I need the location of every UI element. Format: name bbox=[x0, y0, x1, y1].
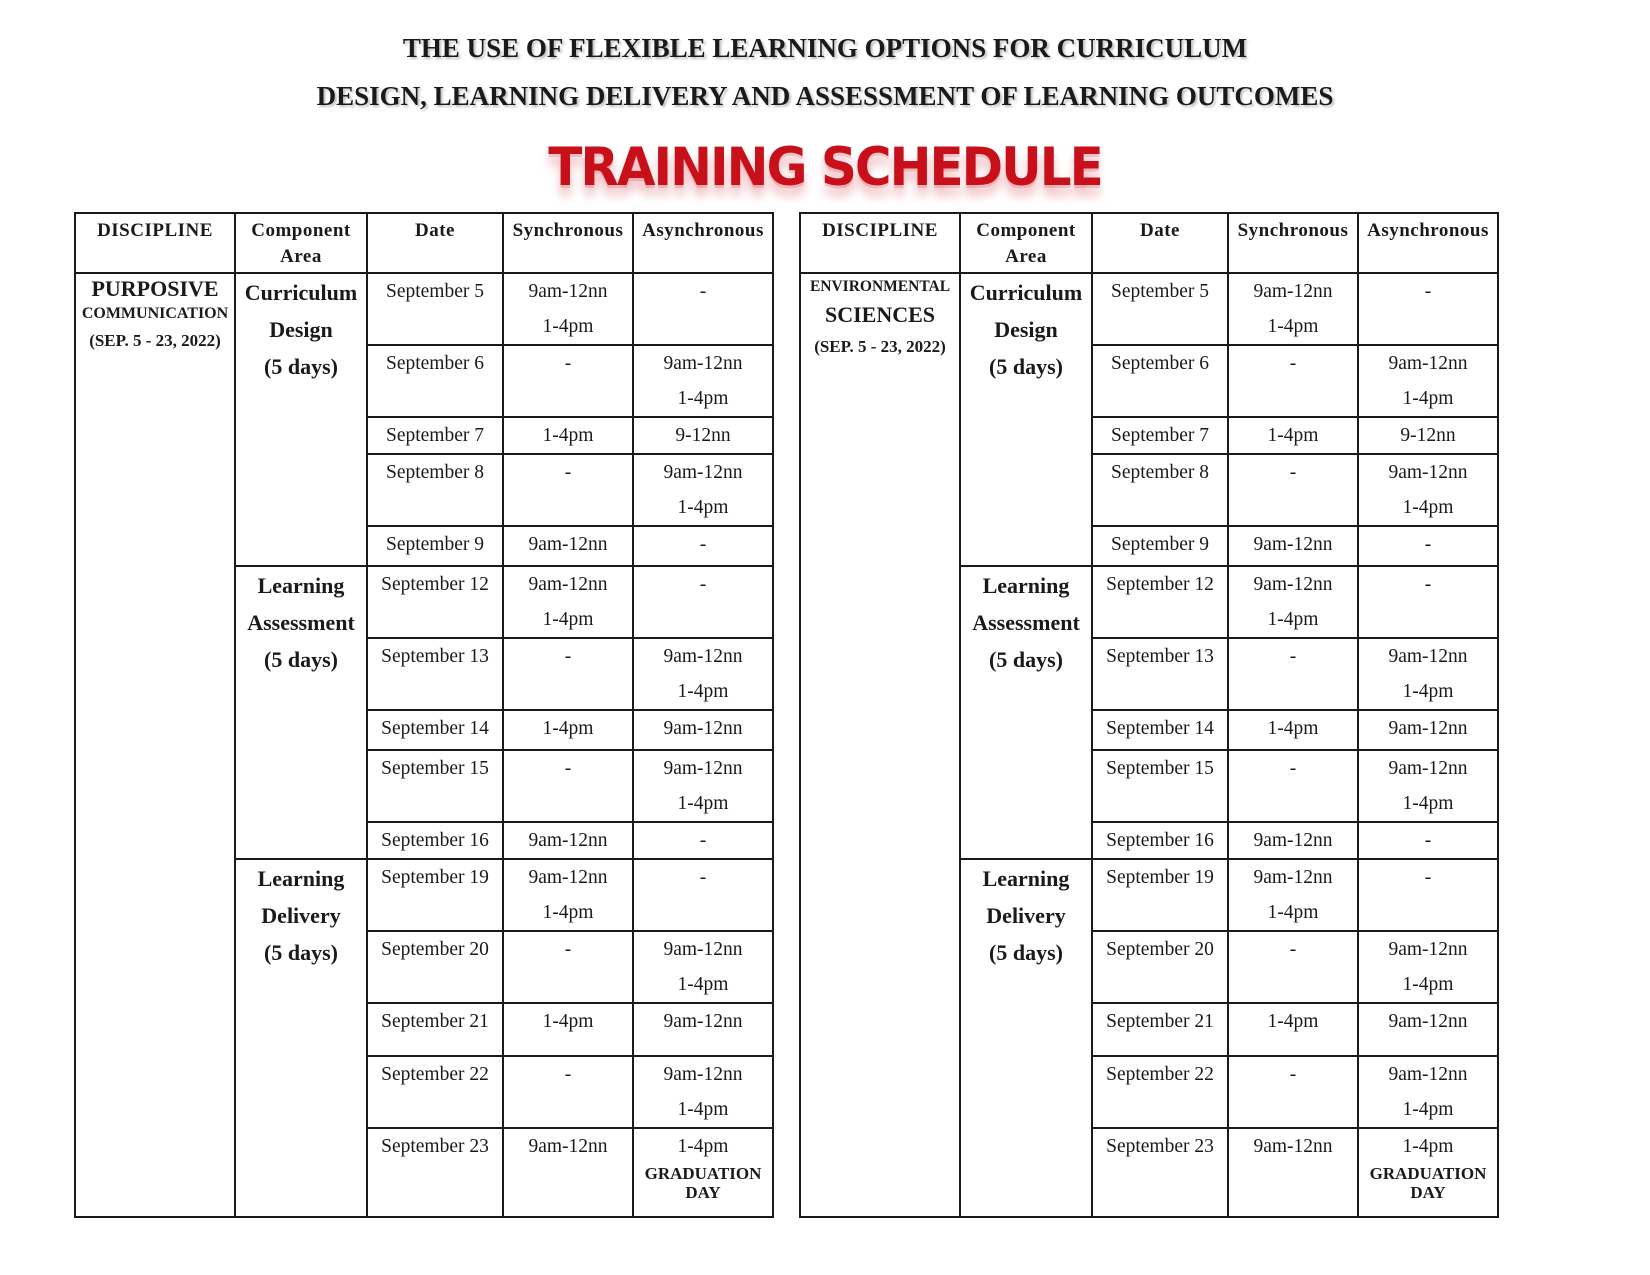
schedule-table-2 bbox=[799, 212, 1499, 1218]
asynchronous-cell bbox=[1358, 273, 1498, 345]
time-slot: 9am-12nn bbox=[1253, 534, 1333, 555]
date-cell: September 6 bbox=[1092, 345, 1228, 417]
synchronous-cell bbox=[503, 273, 633, 345]
synchronous-cell bbox=[503, 417, 633, 454]
synchronous-cell bbox=[1228, 710, 1358, 750]
date-cell: September 7 bbox=[367, 417, 503, 454]
time-slot: - bbox=[1424, 830, 1432, 851]
discipline-name-line-1: ENVIRONMENTAL bbox=[809, 278, 951, 295]
component-name-line-1: Curriculum bbox=[244, 280, 358, 305]
time-slot: 1-4pm bbox=[1402, 974, 1454, 995]
time-slot: 9am-12nn bbox=[528, 1136, 608, 1157]
component-area-cell bbox=[235, 566, 367, 859]
time-slot: - bbox=[1289, 939, 1297, 960]
header-date: Date bbox=[1092, 213, 1228, 273]
time-slot: 9am-12nn bbox=[1388, 646, 1468, 667]
time-slot: 9am-12nn bbox=[663, 646, 743, 667]
component-days: (5 days) bbox=[264, 354, 338, 379]
time-slot: 1-4pm bbox=[542, 609, 594, 630]
asynchronous-cell bbox=[633, 417, 773, 454]
time-slot: - bbox=[1424, 281, 1432, 302]
asynchronous-cell bbox=[1358, 417, 1498, 454]
asynchronous-cell bbox=[1358, 710, 1498, 750]
graduation-day-note-line-1: GRADUATION bbox=[1369, 1164, 1487, 1183]
time-slot: 9am-12nn bbox=[1253, 830, 1333, 851]
time-slot: 1-4pm bbox=[677, 793, 729, 814]
asynchronous-cell bbox=[633, 822, 773, 859]
synchronous-cell bbox=[503, 750, 633, 822]
date-cell: September 16 bbox=[1092, 822, 1228, 859]
asynchronous-cell bbox=[633, 1003, 773, 1056]
header-date: Date bbox=[367, 213, 503, 273]
time-slot: - bbox=[564, 646, 572, 667]
date-cell: September 21 bbox=[367, 1003, 503, 1056]
date-cell: September 8 bbox=[367, 454, 503, 526]
header-component-line-2: Area bbox=[280, 246, 322, 267]
date-cell: September 19 bbox=[367, 859, 503, 931]
component-area-cell bbox=[960, 273, 1092, 566]
header-component-area bbox=[960, 213, 1092, 273]
component-name-line-2: Assessment bbox=[972, 610, 1080, 635]
component-days: (5 days) bbox=[264, 940, 338, 965]
asynchronous-cell bbox=[633, 859, 773, 931]
synchronous-cell bbox=[503, 859, 633, 931]
date-cell: September 22 bbox=[1092, 1056, 1228, 1128]
synchronous-cell bbox=[503, 1056, 633, 1128]
component-area-cell bbox=[960, 859, 1092, 1217]
asynchronous-cell bbox=[633, 1056, 773, 1128]
component-name-line-1: Learning bbox=[982, 573, 1070, 598]
time-slot: 9am-12nn bbox=[528, 867, 608, 888]
component-name-line-2: Delivery bbox=[261, 903, 341, 928]
header-asynchronous: Asynchronous bbox=[633, 213, 773, 273]
time-slot: - bbox=[564, 939, 572, 960]
date-cell: September 16 bbox=[367, 822, 503, 859]
header-discipline: DISCIPLINE bbox=[75, 213, 235, 273]
synchronous-cell bbox=[503, 822, 633, 859]
date-cell: September 5 bbox=[367, 273, 503, 345]
time-slot: 9am-12nn bbox=[1253, 574, 1333, 595]
time-slot: 9am-12nn bbox=[528, 534, 608, 555]
banner-text: TRAINING SCHEDULE bbox=[548, 136, 1102, 198]
discipline-name-line-1: PURPOSIVE bbox=[91, 276, 219, 301]
asynchronous-cell bbox=[1358, 1003, 1498, 1056]
synchronous-cell bbox=[503, 1003, 633, 1056]
synchronous-cell bbox=[1228, 273, 1358, 345]
time-slot: - bbox=[699, 867, 707, 888]
time-slot: 9am-12nn bbox=[1388, 1064, 1468, 1085]
time-slot: 1-4pm bbox=[677, 1136, 729, 1157]
time-slot: - bbox=[1424, 534, 1432, 555]
date-cell: September 13 bbox=[367, 638, 503, 710]
synchronous-cell bbox=[1228, 931, 1358, 1003]
time-slot: - bbox=[564, 462, 572, 483]
synchronous-cell bbox=[503, 931, 633, 1003]
component-area-cell bbox=[235, 273, 367, 566]
asynchronous-cell bbox=[633, 710, 773, 750]
component-name-line-1: Curriculum bbox=[969, 280, 1083, 305]
date-cell: September 12 bbox=[1092, 566, 1228, 638]
time-slot: 9am-12nn bbox=[1388, 758, 1468, 779]
document-title-line-2: DESIGN, LEARNING DELIVERY AND ASSESSMENT OF LEARNING OUTCOMES bbox=[316, 81, 1334, 111]
time-slot: 1-4pm bbox=[1402, 681, 1454, 702]
date-cell: September 14 bbox=[367, 710, 503, 750]
synchronous-cell bbox=[1228, 1003, 1358, 1056]
time-slot: 9am-12nn bbox=[1388, 462, 1468, 483]
date-cell: September 22 bbox=[367, 1056, 503, 1128]
time-slot: 1-4pm bbox=[1267, 609, 1319, 630]
header-discipline: DISCIPLINE bbox=[800, 213, 960, 273]
time-slot: 9am-12nn bbox=[528, 281, 608, 302]
time-slot: - bbox=[1424, 867, 1432, 888]
asynchronous-cell bbox=[1358, 931, 1498, 1003]
date-cell: September 15 bbox=[367, 750, 503, 822]
header-synchronous: Synchronous bbox=[1228, 213, 1358, 273]
time-slot: 9am-12nn bbox=[663, 939, 743, 960]
header-asynchronous: Asynchronous bbox=[1358, 213, 1498, 273]
discipline-dates: (SEP. 5 - 23, 2022) bbox=[89, 331, 221, 350]
time-slot: 9am-12nn bbox=[1388, 718, 1468, 739]
synchronous-cell bbox=[503, 345, 633, 417]
component-name-line-2: Delivery bbox=[986, 903, 1066, 928]
time-slot: 9am-12nn bbox=[1388, 1011, 1468, 1032]
graduation-day-note-line-1: GRADUATION bbox=[644, 1164, 762, 1183]
time-slot: 1-4pm bbox=[1267, 1011, 1319, 1032]
time-slot: - bbox=[1289, 646, 1297, 667]
graduation-day-note-line-2: DAY bbox=[1410, 1183, 1446, 1202]
time-slot: 1-4pm bbox=[542, 718, 594, 739]
date-cell: September 6 bbox=[367, 345, 503, 417]
time-slot: 1-4pm bbox=[1402, 388, 1454, 409]
document-title-line-1: THE USE OF FLEXIBLE LEARNING OPTIONS FOR CURRICULUM bbox=[402, 33, 1248, 63]
asynchronous-cell bbox=[633, 750, 773, 822]
date-cell: September 19 bbox=[1092, 859, 1228, 931]
asynchronous-cell bbox=[1358, 454, 1498, 526]
date-cell: September 21 bbox=[1092, 1003, 1228, 1056]
time-slot: 9am-12nn bbox=[1253, 1136, 1333, 1157]
discipline-name-line-2: COMMUNICATION bbox=[81, 305, 229, 322]
time-slot: - bbox=[699, 281, 707, 302]
synchronous-cell bbox=[1228, 1128, 1358, 1217]
synchronous-cell bbox=[1228, 417, 1358, 454]
component-area-cell bbox=[235, 859, 367, 1217]
date-cell: September 14 bbox=[1092, 710, 1228, 750]
synchronous-cell bbox=[1228, 1056, 1358, 1128]
date-cell: September 9 bbox=[367, 526, 503, 566]
asynchronous-cell bbox=[633, 526, 773, 566]
table-row bbox=[75, 273, 773, 345]
asynchronous-cell bbox=[633, 1128, 773, 1217]
synchronous-cell bbox=[503, 566, 633, 638]
asynchronous-cell bbox=[1358, 859, 1498, 931]
asynchronous-cell bbox=[1358, 822, 1498, 859]
time-slot: 1-4pm bbox=[1267, 718, 1319, 739]
time-slot: 9am-12nn bbox=[1253, 867, 1333, 888]
time-slot: - bbox=[699, 830, 707, 851]
time-slot: 1-4pm bbox=[1267, 316, 1319, 337]
time-slot: 1-4pm bbox=[542, 316, 594, 337]
asynchronous-cell bbox=[633, 273, 773, 345]
asynchronous-cell bbox=[1358, 1128, 1498, 1217]
asynchronous-cell bbox=[1358, 526, 1498, 566]
date-cell: September 5 bbox=[1092, 273, 1228, 345]
time-slot: - bbox=[1424, 574, 1432, 595]
time-slot: 9am-12nn bbox=[663, 353, 743, 374]
synchronous-cell bbox=[1228, 566, 1358, 638]
date-cell: September 7 bbox=[1092, 417, 1228, 454]
discipline-cell bbox=[75, 273, 235, 1217]
graduation-day-note-line-2: DAY bbox=[685, 1183, 721, 1202]
component-name-line-1: Learning bbox=[257, 866, 345, 891]
time-slot: 9-12nn bbox=[675, 425, 731, 446]
header-synchronous: Synchronous bbox=[503, 213, 633, 273]
header-row bbox=[800, 213, 1498, 273]
synchronous-cell bbox=[1228, 822, 1358, 859]
header-component-line-1: Component bbox=[976, 220, 1076, 241]
synchronous-cell bbox=[1228, 859, 1358, 931]
time-slot: 1-4pm bbox=[677, 681, 729, 702]
component-days: (5 days) bbox=[989, 354, 1063, 379]
time-slot: - bbox=[1289, 462, 1297, 483]
asynchronous-cell bbox=[1358, 566, 1498, 638]
component-name-line-1: Learning bbox=[257, 573, 345, 598]
time-slot: 1-4pm bbox=[542, 902, 594, 923]
synchronous-cell bbox=[503, 526, 633, 566]
time-slot: - bbox=[1289, 758, 1297, 779]
component-days: (5 days) bbox=[264, 647, 338, 672]
time-slot: 9am-12nn bbox=[1253, 281, 1333, 302]
asynchronous-cell bbox=[633, 345, 773, 417]
synchronous-cell bbox=[503, 1128, 633, 1217]
date-cell: September 23 bbox=[367, 1128, 503, 1217]
component-name-line-2: Design bbox=[269, 317, 333, 342]
synchronous-cell bbox=[503, 638, 633, 710]
asynchronous-cell bbox=[633, 454, 773, 526]
header-component-area bbox=[235, 213, 367, 273]
component-area-cell bbox=[960, 566, 1092, 859]
component-name-line-2: Design bbox=[994, 317, 1058, 342]
time-slot: - bbox=[699, 534, 707, 555]
component-days: (5 days) bbox=[989, 940, 1063, 965]
component-name-line-2: Assessment bbox=[247, 610, 355, 635]
discipline-cell bbox=[800, 273, 960, 1217]
time-slot: 1-4pm bbox=[542, 1011, 594, 1032]
asynchronous-cell bbox=[1358, 638, 1498, 710]
asynchronous-cell bbox=[1358, 1056, 1498, 1128]
date-cell: September 13 bbox=[1092, 638, 1228, 710]
time-slot: - bbox=[1289, 1064, 1297, 1085]
synchronous-cell bbox=[1228, 454, 1358, 526]
schedule-table-1 bbox=[74, 212, 774, 1218]
date-cell: September 20 bbox=[367, 931, 503, 1003]
time-slot: 1-4pm bbox=[677, 388, 729, 409]
time-slot: 1-4pm bbox=[677, 497, 729, 518]
table-row bbox=[800, 273, 1498, 345]
time-slot: 1-4pm bbox=[1402, 1136, 1454, 1157]
component-name-line-1: Learning bbox=[982, 866, 1070, 891]
training-schedule-banner bbox=[0, 137, 1650, 198]
date-cell: September 20 bbox=[1092, 931, 1228, 1003]
time-slot: - bbox=[564, 758, 572, 779]
synchronous-cell bbox=[1228, 345, 1358, 417]
header-component-line-2: Area bbox=[1005, 246, 1047, 267]
time-slot: 9am-12nn bbox=[663, 1064, 743, 1085]
date-cell: September 23 bbox=[1092, 1128, 1228, 1217]
synchronous-cell bbox=[1228, 638, 1358, 710]
time-slot: 1-4pm bbox=[542, 425, 594, 446]
time-slot: 1-4pm bbox=[677, 1099, 729, 1120]
time-slot: 9am-12nn bbox=[663, 462, 743, 483]
time-slot: 1-4pm bbox=[1402, 1099, 1454, 1120]
time-slot: 1-4pm bbox=[1402, 497, 1454, 518]
time-slot: 9am-12nn bbox=[528, 574, 608, 595]
time-slot: 1-4pm bbox=[677, 974, 729, 995]
time-slot: - bbox=[1289, 353, 1297, 374]
time-slot: 9-12nn bbox=[1400, 425, 1456, 446]
header-row bbox=[75, 213, 773, 273]
time-slot: 9am-12nn bbox=[663, 758, 743, 779]
time-slot: 1-4pm bbox=[1267, 425, 1319, 446]
asynchronous-cell bbox=[1358, 750, 1498, 822]
synchronous-cell bbox=[1228, 750, 1358, 822]
header-component-line-1: Component bbox=[251, 220, 351, 241]
discipline-dates: (SEP. 5 - 23, 2022) bbox=[814, 337, 946, 356]
date-cell: September 12 bbox=[367, 566, 503, 638]
time-slot: 9am-12nn bbox=[663, 1011, 743, 1032]
date-cell: September 8 bbox=[1092, 454, 1228, 526]
time-slot: 1-4pm bbox=[1267, 902, 1319, 923]
asynchronous-cell bbox=[633, 566, 773, 638]
time-slot: 9am-12nn bbox=[1388, 353, 1468, 374]
synchronous-cell bbox=[503, 454, 633, 526]
synchronous-cell bbox=[503, 710, 633, 750]
asynchronous-cell bbox=[633, 638, 773, 710]
date-cell: September 9 bbox=[1092, 526, 1228, 566]
synchronous-cell bbox=[1228, 526, 1358, 566]
time-slot: - bbox=[699, 574, 707, 595]
time-slot: - bbox=[564, 1064, 572, 1085]
time-slot: 9am-12nn bbox=[528, 830, 608, 851]
time-slot: 1-4pm bbox=[1402, 793, 1454, 814]
asynchronous-cell bbox=[1358, 345, 1498, 417]
asynchronous-cell bbox=[633, 931, 773, 1003]
discipline-name-line-2: SCIENCES bbox=[824, 302, 936, 327]
time-slot: - bbox=[564, 353, 572, 374]
time-slot: 9am-12nn bbox=[663, 718, 743, 739]
component-days: (5 days) bbox=[989, 647, 1063, 672]
time-slot: 9am-12nn bbox=[1388, 939, 1468, 960]
date-cell: September 15 bbox=[1092, 750, 1228, 822]
